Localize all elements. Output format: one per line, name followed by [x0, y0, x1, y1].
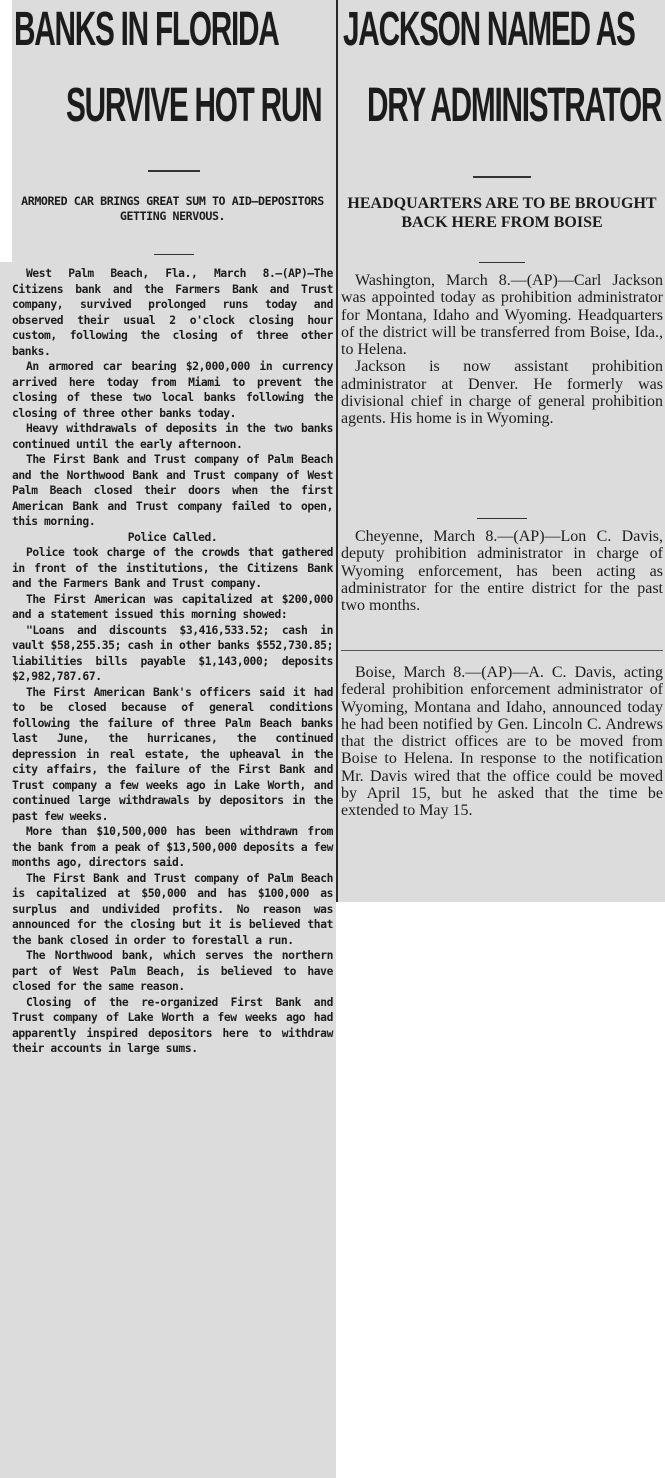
left-paragraph: Closing of the re-organized First Bank and Trust company of Lake Worth a few weeks ago had apparently inspired depositors here to withdraw their accounts in large sums. [12, 995, 333, 1055]
left-headline-line1: BANKS IN FLORIDA [14, 3, 279, 56]
left-headline-line2: SURVIVE HOT RUN [66, 79, 322, 132]
right-paragraph: Cheyenne, March 8.—(AP)—Lon C. Davis, deputy prohibition administrator in charge of Wyoming enforcement, has been acting as administrator for the entire district for the past two months. [341, 528, 663, 615]
left-paragraph: Police took charge of the crowds that gathered in front of the institutions, the Citizens Bank and the Farmers Bank and Trust company. [12, 546, 333, 590]
right-headline-line2: DRY ADMINISTRATOR [367, 79, 662, 132]
left-subhead: Police Called. [127, 530, 218, 544]
left-paragraph: The First American Bank's officers said it had to be closed because of general conditions following the failure of three Palm Beach banks last June, the hurricanes, the continued depression in real estate, the upheaval in the city affairs, the failure of the First Bank and Trust company a few weeks ago in Lake Worth, and continued large withdrawals by depositors in the past few weeks. [12, 685, 333, 823]
right-section-washington [341, 272, 663, 428]
headline-rule [148, 170, 200, 172]
left-deck: ARMORED CAR BRINGS GREAT SUM TO AID—DEPOSITORS GETTING NERVOUS. [21, 194, 324, 223]
right-paragraph: Boise, March 8.—(AP)—A. C. Davis, acting federal prohibition enforcement administrator of Wyoming, Montana and Idaho, announced today he had been notified by Gen. Lincoln C. Andrews that the district offices are to be moved from Boise to Helena. In response to the notification Mr. Davis wired that the office could be moved by April 15, but he asked that the time be extended to May 15. [341, 664, 663, 820]
left-body-text [12, 266, 333, 1057]
left-paragraph: "Loans and discounts $3,416,533.52; cash in vault $58,255.35; cash in other banks $552,730.85; liabilities bills payable $1,143,000; deposits $2,982,787.67. [12, 623, 333, 683]
column-divider [336, 0, 338, 902]
right-deck: HEADQUARTERS ARE TO BE BROUGHT BACK HERE FROM BOISE [347, 195, 657, 231]
right-paragraph: Jackson is now assistant prohibition administrator at Denver. He formerly was divisional chief in charge of general prohibition agents. His home is in Wyoming. [341, 358, 663, 428]
headline-rule [473, 176, 531, 178]
left-paragraph: The First Bank and Trust company of Palm Beach and the Northwood Bank and Trust company of West Palm Beach closed their doors when the first American Bank and Trust company failed to open, this morning. [12, 453, 333, 528]
left-paragraph: An armored car bearing $2,000,000 in currency arrived here today from Miami to prevent the closing of these two local banks following the closing of three other banks today. [12, 360, 333, 420]
deck-rule [479, 262, 525, 263]
right-section-cheyenne [341, 528, 663, 614]
right-section-boise [341, 664, 663, 820]
left-paragraph: More than $10,500,000 has been withdrawn from the bank from a peak of $13,500,000 deposits a few months ago, directors said. [12, 825, 333, 869]
right-paragraph: Washington, March 8.—(AP)—Carl Jackson was appointed today as prohibition administrator for Montana, Idaho and Wyoming. Headquarters of the district will be transferred from Boise, Ida., to Helena. [341, 272, 663, 359]
left-paragraph: The First Bank and Trust company of Palm Beach is capitalized at $50,000 and has $100,000 as surplus and undivided profits. No reason was announced for the closing but it is believed that the bank closed in order to forestall a run. [12, 871, 333, 947]
section-rule [477, 518, 527, 519]
left-paragraph: The Northwood bank, which serves the northern part of West Palm Beach, is believed to have closed for the same reason. [12, 949, 333, 993]
section-rule [341, 650, 663, 651]
right-headline-line1: JACKSON NAMED AS [343, 3, 635, 56]
deck-rule [154, 254, 194, 255]
left-paragraph: Heavy withdrawals of deposits in the two banks continued until the early afternoon. [12, 422, 333, 451]
left-paragraph: West Palm Beach, Fla., March 8.—(AP)—The Citizens bank and the Farmers Bank and Trust company, survived prolonged runs today and observed their usual 2 o'clock closing hour custom, following the closing of three other banks. [12, 267, 333, 358]
left-paragraph: The First American was capitalized at $200,000 and a statement issued this morning showed: [12, 592, 333, 621]
